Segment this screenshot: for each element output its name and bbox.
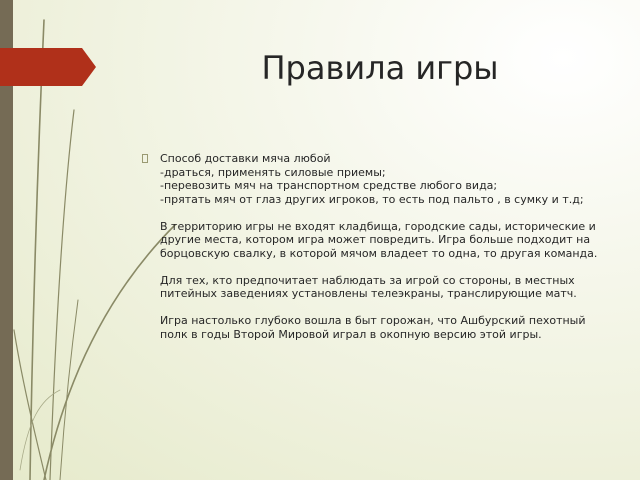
paragraph-territory xyxy=(160,220,602,261)
curve-line-1 xyxy=(30,20,44,480)
history-text: Игра настолько глубоко вошла в быт горожан, что Ашбурский пехотный полк в годы Второй Мировой играл в окопную версию этой игры. xyxy=(160,314,586,341)
hollow-square-bullet-icon xyxy=(142,154,148,163)
rules-line: -драться, применять силовые приемы; xyxy=(160,165,386,179)
paragraph-rules xyxy=(160,152,602,206)
title-arrow-shape xyxy=(0,48,100,86)
curve-line-6 xyxy=(20,390,60,470)
paragraph-history xyxy=(160,314,602,341)
curve-line-4 xyxy=(50,110,74,480)
territory-text: В территорию игры не входят кладбища, городские сады, исторические и другие места, котором игра может повредить. Игра больше подходит на борцовскую свалку, в которой мячом владеет то одна, то другая команда. xyxy=(160,219,598,260)
curve-line-5 xyxy=(60,300,78,480)
slide-title: Правила игры xyxy=(261,49,499,87)
rules-line: Способ доставки мяча любой xyxy=(160,152,331,165)
spectators-text: Для тех, кто предпочитает наблюдать за игрой со стороны, в местных питейных заведениях установлены телеэкраны, транслирующие матч. xyxy=(160,273,577,300)
rules-line: -перевозить мяч на транспортном средстве любого вида; xyxy=(160,179,498,192)
rules-line: -прятать мяч от глаз других игроков, то есть под пальто , в сумку и т.д; xyxy=(160,192,584,206)
bullet-text xyxy=(160,152,602,341)
slide-body xyxy=(142,152,602,355)
paragraph-spectators xyxy=(160,274,602,301)
